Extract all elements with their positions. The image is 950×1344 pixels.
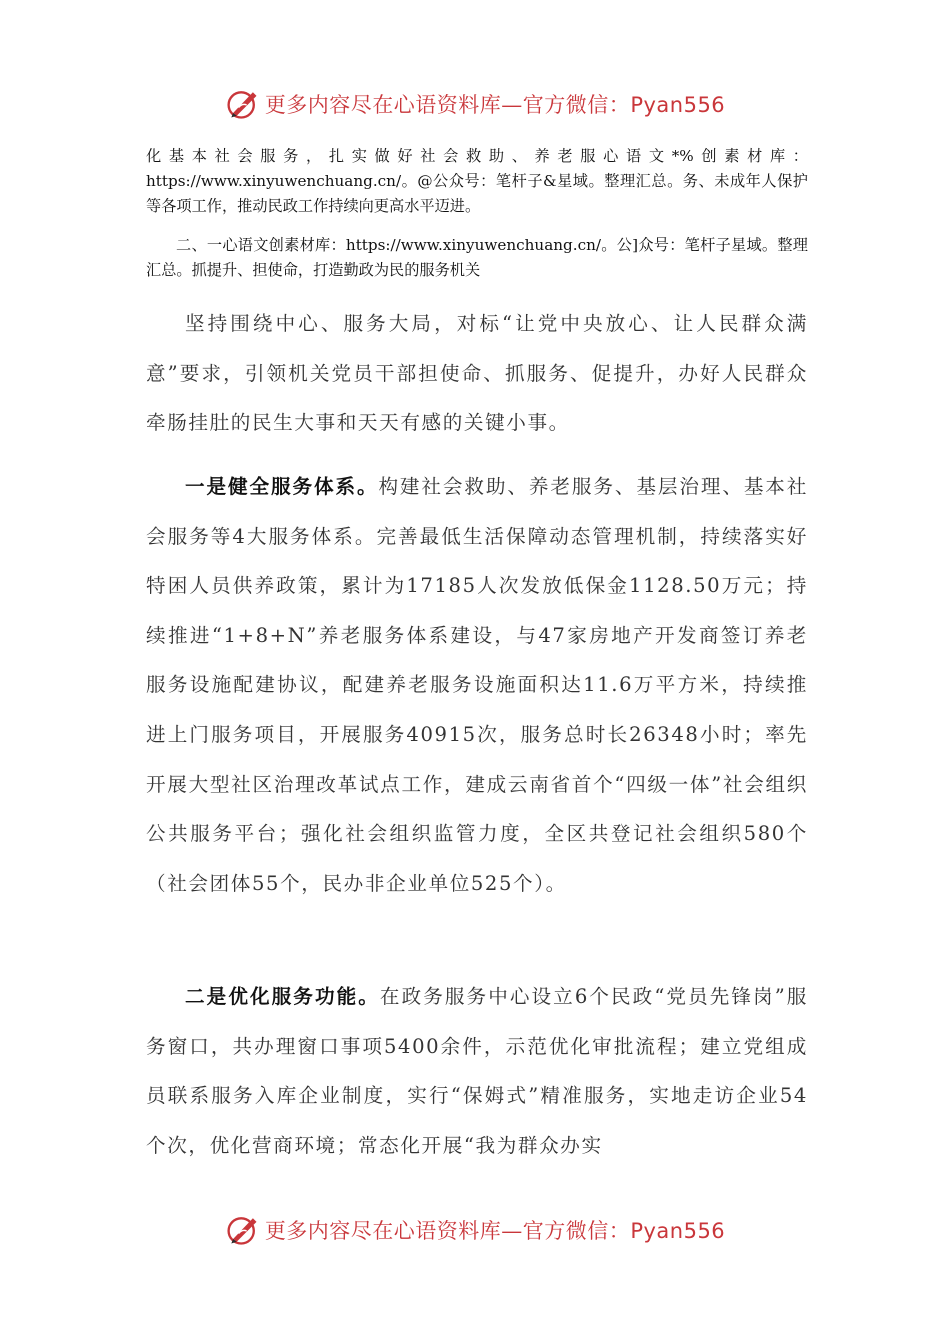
paragraph-2-heading: 二、一心语文创素材库：https://www.xinyuwenchuang.cn/。公]众号：笔杆子星域。整理汇总。抓提升、担使命，打造勤政为民的服务机关 bbox=[146, 236, 808, 279]
header-banner bbox=[0, 82, 950, 126]
footer-text bbox=[265, 1215, 725, 1245]
pen-logo-icon bbox=[225, 1212, 261, 1248]
footer-banner bbox=[0, 1208, 950, 1252]
header-text-cn: 更多内容尽在心语资料库—官方微信： bbox=[264, 93, 631, 117]
paragraph-1: 化基本社会服务，扎实做好社会救助、养老服心语文*%创素材库：https://www.xinyuwenchuang.cn/。@公众号：笔杆子&星域。整理汇总。务、未成年人保护等各项工作，推动民政工作持续向更高水平迈进。 bbox=[146, 147, 808, 215]
paragraph-5-body: 在政务服务中心设立6个民政“党员先锋岗”服务窗口，共办理窗口事项5400余件，示范优化审批流程；建立党组成员联系服务入库企业制度，实行“保姆式”精准服务，实地走访企业54个次，优化营商环境；常态化开展“我为群众办实 bbox=[146, 985, 808, 1157]
paragraph-5-lead: 二是优化服务功能。 bbox=[185, 985, 380, 1008]
paragraph-5 bbox=[146, 972, 808, 1170]
pen-logo-icon bbox=[225, 86, 261, 122]
footer-wechat-id: Pyan556 bbox=[630, 1219, 726, 1243]
footer-text-cn: 更多内容尽在心语资料库—官方微信： bbox=[264, 1219, 631, 1243]
header-text bbox=[265, 89, 725, 119]
paragraph-3: 坚持围绕中心、服务大局，对标“让党中央放心、让人民群众满意”要求，引领机关党员干部担使命、抓服务、促提升，办好人民群众牵肠挂肚的民生大事和天天有感的关键小事。 bbox=[146, 312, 808, 435]
paragraph-4 bbox=[146, 462, 808, 908]
paragraph-4-lead: 一是健全服务体系。 bbox=[185, 475, 379, 498]
paragraph-4-body: 构建社会救助、养老服务、基层治理、基本社会服务等4大服务体系。完善最低生活保障动态管理机制，持续落实好特困人员供养政策，累计为17185人次发放低保金1128.50万元；持续推进“1+8+N”养老服务体系建设，与47家房地产开发商签订养老服务设施配建协议，配建养老服务设施面积达11.6万平方米，持续推进上门服务项目，开展服务40915次，服务总时长26348小时；率先开展大型社区治理改革试点工作，建成云南省首个“四级一体”社会组织公共服务平台；强化社会组织监管力度，全区共登记社会组织580个（社会团体55个，民办非企业单位525个）。 bbox=[146, 475, 808, 895]
header-wechat-id: Pyan556 bbox=[630, 93, 726, 117]
